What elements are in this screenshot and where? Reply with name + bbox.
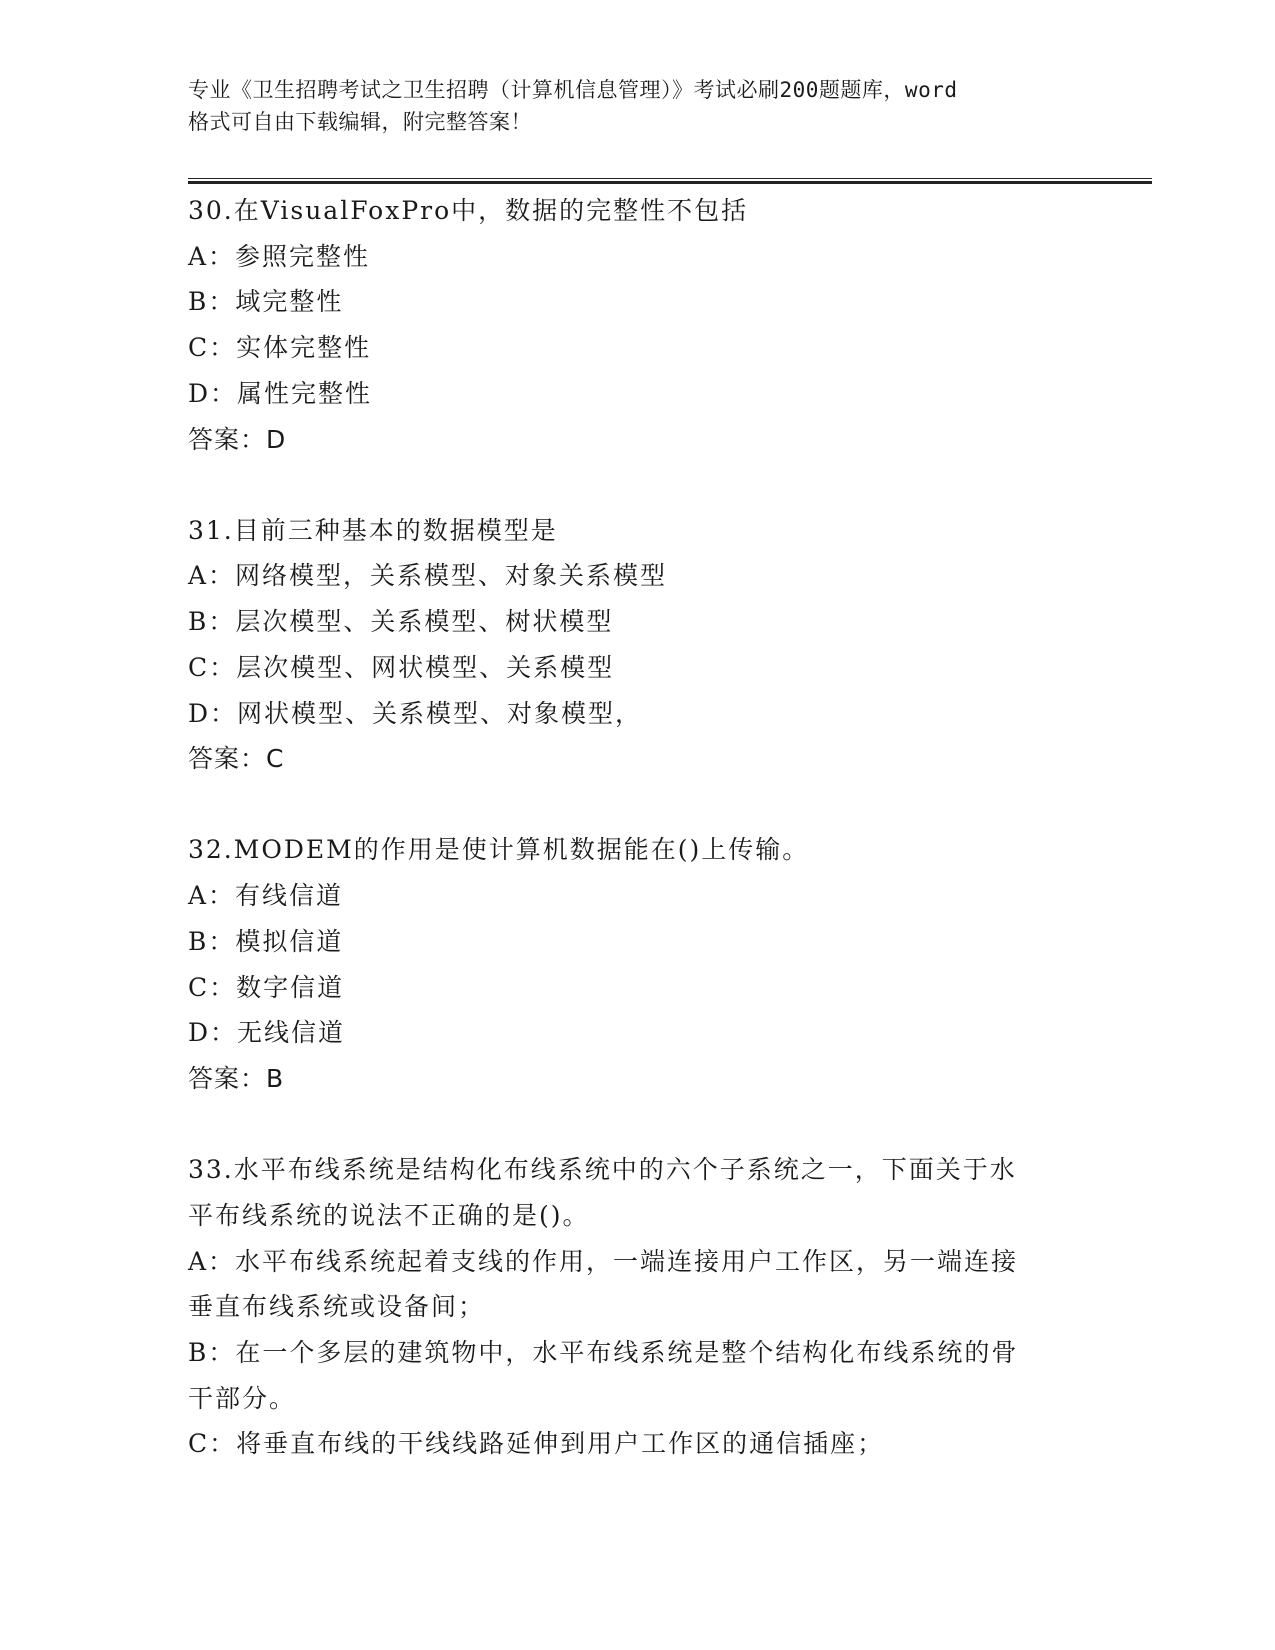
question-option: C：将垂直布线的干线线路延伸到用户工作区的通信插座； [188, 1429, 885, 1459]
question-option: C：层次模型、网状模型、关系模型 [188, 652, 615, 682]
question-list [188, 188, 1088, 1467]
question-option: D：属性完整性 [188, 378, 373, 408]
question-stem: 32.MODEM的作用是使计算机数据能在()上传输。 [188, 835, 810, 865]
question-option: 垂直布线系统或设备间； [188, 1292, 486, 1322]
question-stem: 31.目前三种基本的数据模型是 [188, 515, 558, 545]
question-option: A：水平布线系统起着支线的作用，一端连接用户工作区，另一端连接 [188, 1246, 1019, 1276]
question-option: C：数字信道 [188, 972, 345, 1002]
question-option: D：网状模型、关系模型、对象模型， [188, 698, 643, 728]
question-stem: 平布线系统的说法不正确的是()。 [188, 1200, 590, 1230]
header-line-2: 格式可自由下载编辑，附完整答案！ [188, 110, 532, 134]
header-line-1: 专业《卫生招聘考试之卫生招聘（计算机信息管理）》考试必刷200题题库，word [188, 78, 958, 102]
question-option: A：参照完整性 [188, 241, 371, 271]
question-option: B：域完整性 [188, 287, 344, 317]
question-option: 干部分。 [188, 1383, 297, 1413]
question-option: B：模拟信道 [188, 926, 344, 956]
question-block [188, 188, 1088, 462]
question-block [188, 508, 1088, 782]
question-block [188, 1147, 1088, 1467]
question-option: A：网络模型，关系模型、对象关系模型 [188, 561, 668, 591]
question-answer: 答案：B [188, 1063, 285, 1093]
question-stem: 30.在VisualFoxPro中，数据的完整性不包括 [188, 196, 749, 225]
question-block [188, 827, 1088, 1101]
question-answer: 答案：C [188, 744, 285, 774]
header-divider-thin [188, 178, 1152, 179]
question-option: C：实体完整性 [188, 333, 372, 363]
question-option: B：层次模型、关系模型、树状模型 [188, 607, 614, 637]
question-option: B：在一个多层的建筑物中，水平布线系统是整个结构化布线系统的骨 [188, 1337, 1019, 1367]
document-header [188, 74, 1088, 138]
header-divider-thick [188, 181, 1152, 184]
question-option: D：无线信道 [188, 1018, 346, 1048]
question-option: A：有线信道 [188, 881, 344, 911]
question-answer: 答案：D [188, 424, 287, 454]
question-stem: 33.水平布线系统是结构化布线系统中的六个子系统之一，下面关于水 [188, 1155, 1017, 1185]
